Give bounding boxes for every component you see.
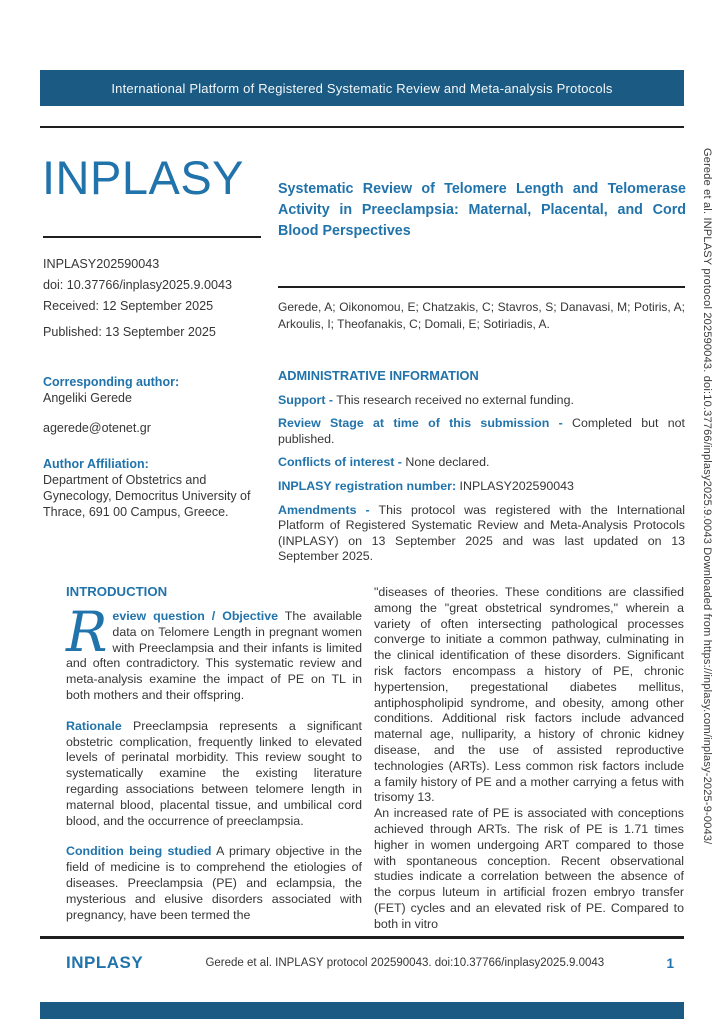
introduction-heading: INTRODUCTION [66,584,168,599]
affiliation-label: Author Affiliation: [43,457,149,471]
admin-item-support: Support - This research received no external funding. [278,392,574,407]
article-title: Systematic Review of Telomere Length and Telomerase Activity in Preeclampsia: Maternal, Placental, and Cord Blood Perspectives [278,181,686,239]
corresponding-author-label: Corresponding author: [43,375,180,389]
footer-divider [40,936,684,939]
admin-heading: ADMINISTRATIVE INFORMATION [278,368,479,383]
footer-inplasy-logo: INPLASY [66,953,144,972]
logo-divider [43,236,261,238]
page-number: 1 [666,955,674,971]
doi-line: doi: 10.37766/inplasy2025.9.0043 [43,278,233,292]
introduction-column-right [374,585,684,933]
condition-continued-paragraph: "diseases of theories. These conditions are classified among the "great obstetrical syndromes," wherein a variety of often intersecting pathological processes converge to initiate a common pathway, culminating in the clinical identification of these disorders. Significant risk factors encompass a history of PE, chronic hypertension, pregestational diabetes mellitus, antiphospholipid syndrome, and obesity, among other conditions. Additional risk factors include advanced maternal age, nulliparity, a history of chronic kidney disease, and the use of assisted reproductive technologies (ARTs). Less common risk factors include a family history of PE and a mother carrying a fetus with trisomy 13. [374,585,684,805]
authors-list: Gerede, A; Oikonomou, E; Chatzakis, C; Stavros, S; Danavasi, M; Potiris, A; Arkoulis, I; Theofanakis, C; Domali, E; Sotiriadis, A. [278,300,685,331]
corresponding-author-name: Angeliki Gerede [43,391,132,405]
published-date: Published: 13 September 2025 [43,325,216,339]
corresponding-author-email: agerede@otenet.gr [43,421,151,435]
platform-banner [40,70,684,106]
affiliation-text: Department of Obstetrics and Gynecology, Democritus University of Thrace, 691 00 Campus, Greece. [43,473,251,519]
bottom-bar [40,1002,684,1019]
condition-paragraph: Condition being studied A primary objective in the field of medicine is to comprehend the etiologies of diseases. Preeclampsia (PE) and eclampsia, the mysterious and elusive disorders associated with pregnancy, have been termed the [66,844,362,922]
top-divider [40,126,684,128]
contact-block [43,374,277,520]
introduction-column-left [66,600,363,923]
art-risk-paragraph: An increased rate of PE is associated with conceptions achieved through ARTs. The risk of PE is 1.71 times higher in women undergoing ART compared to those with spontaneous conception. Recent observational studies indicate a correlation between the absence of the corpus luteum in artificial frozen embryo transfer (FET) cycles and an elevated risk of PE. Compared to both in vitro [374,806,684,931]
platform-banner-text: International Platform of Registered Systematic Review and Meta-analysis Protocols [111,80,613,96]
authors-divider [278,286,685,288]
admin-item-amendments: Amendments - This protocol was registered with the International Platform of Registered Systematic Review and Meta-Analysis Protocols (INPLASY) on 13 September 2025 and was last updated on 13 September 2025. [278,502,686,564]
administrative-information [278,368,685,573]
footer-citation: Gerede et al. INPLASY protocol 202590043. doi:10.37766/inplasy2025.9.0043 [205,957,605,969]
review-question-paragraph: Review question / Objective The available data on Telomere Length in pregnant women with Preeclampsia and their infants is limited and often contradictory. This systematic review and meta-analysis examine the impact of PE on TL in both mothers and their offspring. [66,600,363,702]
admin-item-review-stage: Review Stage at time of this submission - Completed but not published. [278,416,685,446]
page-footer [40,950,684,976]
received-date: Received: 12 September 2025 [43,299,214,313]
sidebar-citation-vertical: Gerede et al. INPLASY protocol 202590043. doi:10.37766/inplasy2025.9.0043 Downloaded from https://inplasy.com/inplasy-2025-9-0043/ [701,148,713,845]
dropcap-letter: R [66,600,108,664]
protocol-metadata [43,254,278,343]
admin-item-registration: INPLASY registration number: INPLASY202590043 [278,478,574,493]
admin-item-conflicts: Conflicts of interest - None declared. [278,455,490,470]
rationale-paragraph: Rationale Preeclampsia represents a significant obstetric complication, frequently linked to elevated levels of perinatal morbidity. This review sought to systematically examine the existing literature regarding associations between telomere length in maternal blood, placental tissue, and umbilical cord blood, and the occurrence of preeclampsia. [66,718,362,828]
registration-number: INPLASY202590043 [43,257,160,271]
inplasy-logo: INPLASY [42,151,245,204]
